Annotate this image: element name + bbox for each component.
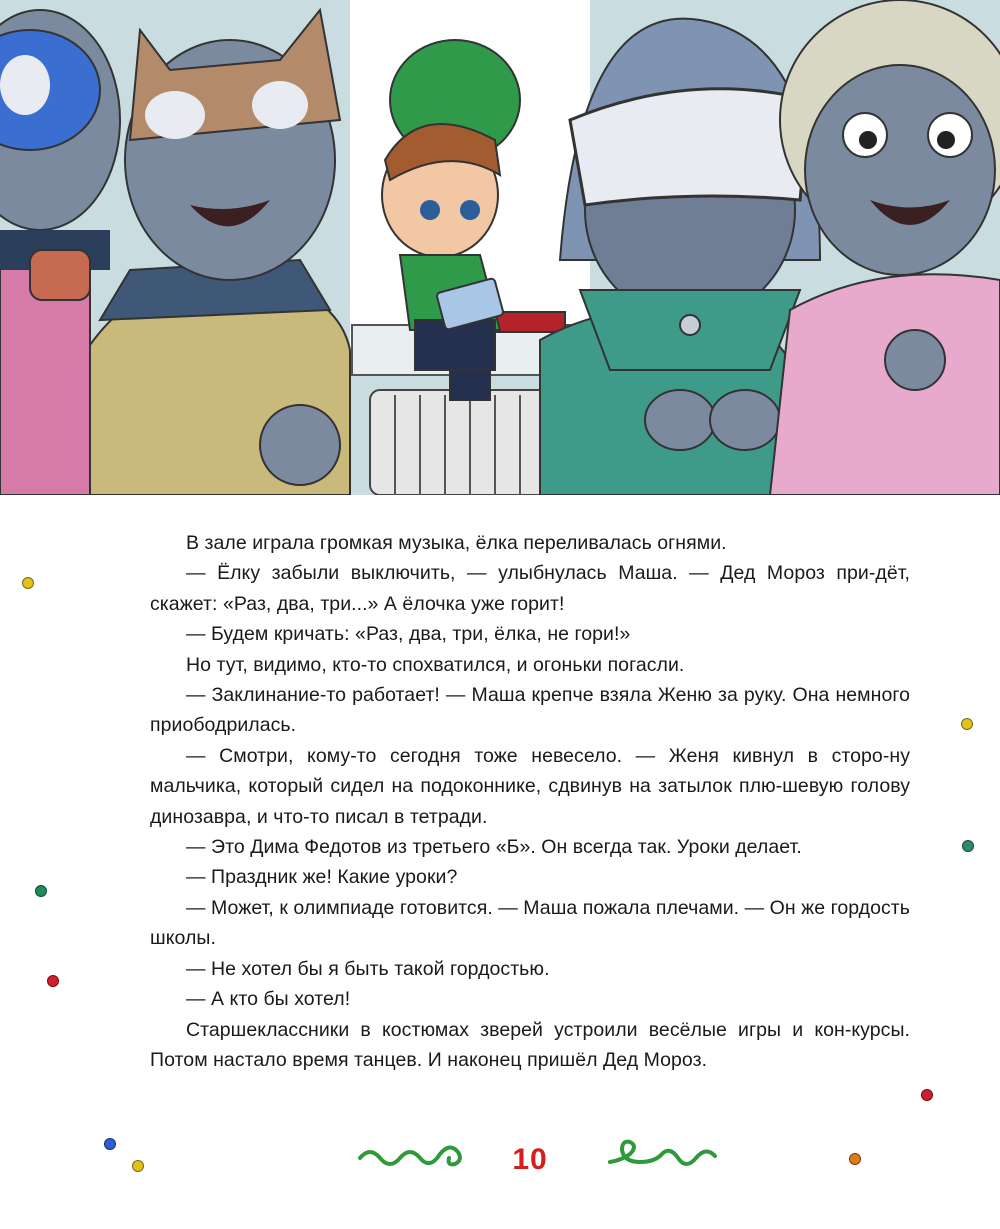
confetti-dot (132, 1160, 144, 1172)
paragraph: Но тут, видимо, кто-то спохватился, и огоньки погасли. (186, 653, 685, 676)
radiator (370, 390, 560, 495)
paragraph: — Смотри, кому-то сегодня тоже невесело. — Женя кивнул в сторо-ну мальчика, который сидел на подоконнике, сдвинув на затылок плю-шевую голову динозавра, и что-то писал в тетради. (150, 744, 910, 828)
paragraph: — Ёлку забыли выключить, — улыбнулась Маша. — Дед Мороз при-дёт, скажет: «Раз, два, три...» А ёлочка уже горит! (150, 562, 910, 615)
paragraph: — А кто бы хотел! (186, 988, 351, 1011)
swirl-right-ornament-icon (600, 1136, 720, 1181)
confetti-dot (849, 1153, 861, 1165)
confetti-dot (962, 840, 974, 852)
paragraph: — Праздник же! Какие уроки? (186, 866, 458, 889)
confetti-dot (47, 975, 59, 987)
paragraph: — Будем кричать: «Раз, два, три, ёлка, не гори!» (186, 623, 631, 646)
confetti-dot (104, 1138, 116, 1150)
paragraph: Старшеклассники в костюмах зверей устроили весёлые игры и кон-курсы. Потом настало время танцев. И наконец пришёл Дед Мороз. (150, 1018, 910, 1071)
paragraph: — Не хотел бы я быть такой гордостью. (186, 957, 550, 980)
paragraph: — Заклинание-то работает! — Маша крепче взяла Женю за руку. Она немного приободрилась. (150, 684, 910, 737)
illustration-canvas (0, 0, 1000, 495)
page-number: 10 (512, 1143, 548, 1176)
swirl-left-ornament-icon (355, 1136, 470, 1181)
paragraph: В зале играла громкая музыка, ёлка переливалась огнями. (186, 532, 727, 554)
confetti-dot (921, 1089, 933, 1101)
paragraph: — Может, к олимпиаде готовится. — Маша пожала плечами. — Он же гордость школы. (150, 896, 910, 950)
confetti-dot (961, 718, 973, 730)
story-illustration (0, 0, 1000, 495)
confetti-dot (22, 577, 34, 589)
paragraph: — Это Дима Федотов из третьего «Б». Он всегда так. Уроки делает. (186, 836, 802, 859)
confetti-dot (35, 885, 47, 897)
story-text (150, 528, 910, 1075)
